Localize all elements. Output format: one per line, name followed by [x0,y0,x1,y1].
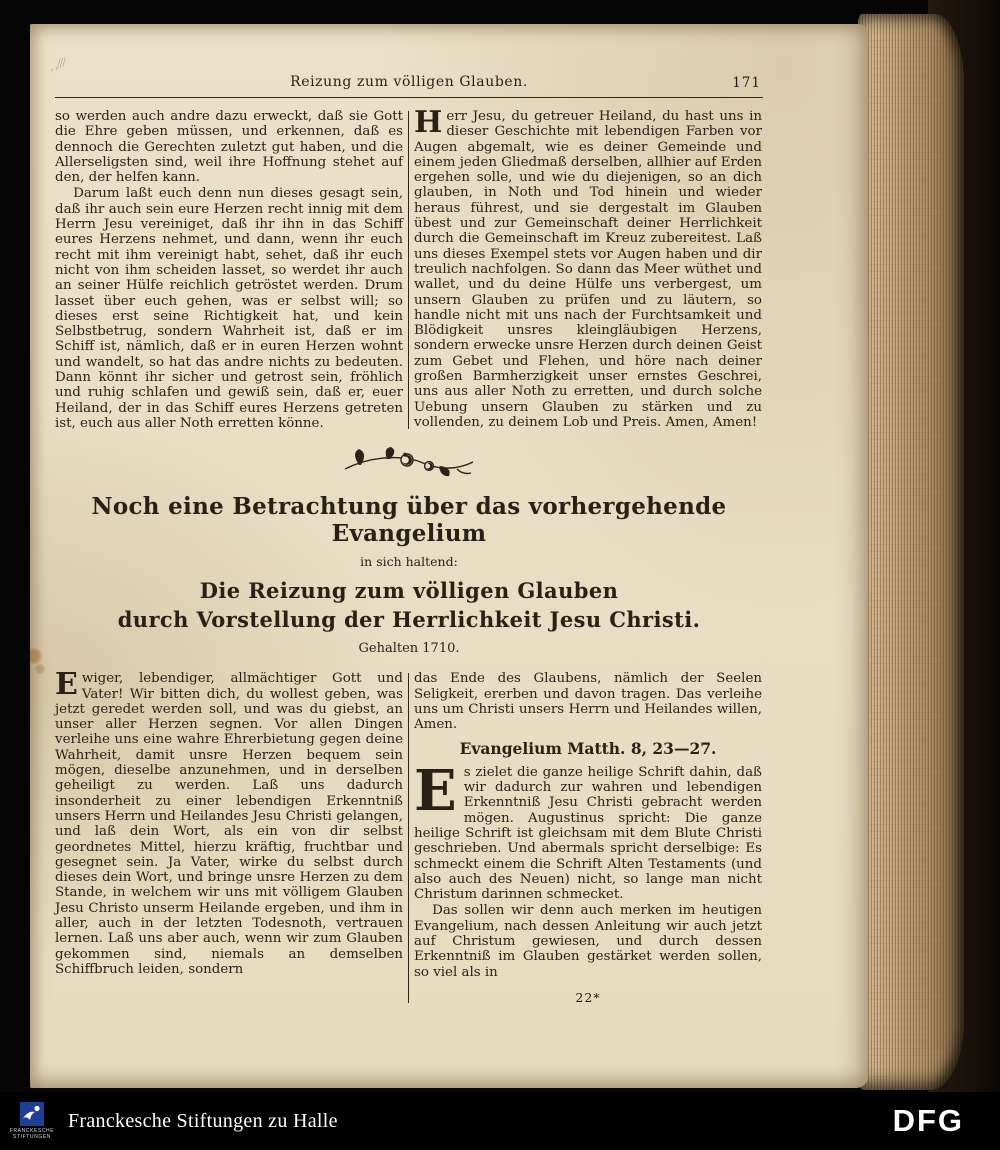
book-page-edges [858,14,964,1090]
drop-cap-initial: E [55,667,78,703]
paragraph: Darum laßt euch denn nun dieses gesagt sein, daß ihr auch sein eure Herzen recht innig mit dem Herrn Jesu vereiniget, daß ihr ihn in das Schiff eures Herzens nehmet, und dann, wenn ihr euch recht mit ihm vereinigt habt, sehet, daß ihr euch nicht von ihm scheiden lasset, so werdet ihr auch an seiner Hülfe reichlich getröstet werden. Drum lasset über euch gehen, was er selbst will; so dieses erst seine Richtigkeit hat, und kein Selbstbetrug, sondern Wahrheit ist, daß er im Schiff ist, nämlich, daß er in euren Herzen wohnt und wandelt, so hat das andre nichts zu bedeuten. Dann könnt ihr sicher und getrost sein, fröhlich und ruhig schlafen und gewiß sein, daß er, euer Heiland, der in das Schiff eures Herzens getreten ist, euch aus aller Noth erretten könne. [55,186,403,431]
opening-prayer-text: wiger, lebendiger, allmächtiger Gott und Vater! Wir bitten dich, du wollest geben, was jetzt geredet werden soll, und was du giebst, an unser aller Herzen segnen. Vor allen Dingen verleihe uns eine wahre Ehrerbietung gegen deine Wahrheit, damit unsre Herzen bequem sein mögen, dieselbe anzunehmen, und in derselben geheiligt zu werden. Laß uns dadurch insonderheit zu einer lebendigen Erkenntniß unsers Herrn und Heilandes Jesu Christi gelangen, und laß dein Wort, als ein von dir selbst geordnetes Mittel, hierzu kräftig, fruchtbar und gesegnet sein. Ja Vater, wirke du selbst durch dieses dein Wort, und bringe unsre Herzen zu dem Stande, in welchem wir uns mit völligem Glauben Jesu Christo unserm Heilande ergeben, und ihm in aller, auch in der letzten Todesnoth, vertrauen lernen. Laß uns aber auch, wenn wir zum Glauben gekommen sind, niemals an demselben Schiffbruch leiden, sondern [55,671,403,977]
page-number: 171 [732,75,761,91]
floral-ornament-icon [55,445,763,485]
logo-caption [10,1128,54,1140]
section-subtitle-line2: durch Vorstellung der Herrlichkeit Jesu Christi. [117,607,701,633]
pencil-marginalia: ,,⁄⁄⁄ [47,55,69,74]
ornate-initial: E [414,757,457,824]
top-right-column [414,105,762,431]
franckesche-logo [9,1102,55,1140]
sermon-date: Gehalten 1710. [358,641,460,657]
running-head-title: Reizung zum völligen Glauben. [290,74,528,90]
franckesche-logo-icon [20,1102,44,1126]
section-intro: in sich haltend: [360,554,458,570]
bottom-right-column [414,671,762,1005]
section-title: Noch eine Betrachtung über das vorhergehende Evangelium [91,493,727,548]
running-head-row [47,55,763,92]
top-columns [55,105,763,431]
section-subtitle-line1: Die Reizung zum völligen Glauben [199,578,619,604]
bottom-left-column [55,667,403,1005]
institution-name: Franckesche Stiftungen zu Halle [68,1109,338,1132]
logo-caption-line1: FRANCKESCHE [9,1128,55,1134]
viewer-footer-bar [0,1092,1000,1150]
dfg-logo: DFG [892,1103,964,1138]
paragraph: Das sollen wir denn auch merken im heutigen Evangelium, nach dessen Anleitung wir auch jetzt auf Christum gewiesen, und durch dessen Erkenntniß im Glauben gestärket werden sollen, so viel als in [414,903,762,980]
prayer-text: err Jesu, du getreuer Heiland, du hast uns in dieser Geschichte mit lebendigen Farben vor Augen abgemalt, wie es deiner Gemeinde und einem jeden Gliedmaß derselben, allhier auf Erden ergehen solle, und wie du diejenigen, so an dich glauben, in Noth und Tod hinein und wieder heraus führest, und sie dergestalt im Glauben übest und zur Gemeinschaft deiner Herrlichkeit durch die Gemeinschaft im Kreuz zubereitest. Laß uns dieses Exempel stets vor Augen haben und dir treulich nachfolgen. So dann das Meer wüthet und wallet, und du deine Hülfe uns verbergest, um unsern Glauben zu prüfen und zu läutern, so handle nicht mit uns nach der Furchtsamkeit und Blödigkeit unsres kleingläubigen Herzens, sondern erwecke unsre Herzen durch deinen Geist zum Gebet und Flehen, und höre nach deiner großen Barmherzigkeit unser ernstes Geschrei, uns aus aller Noth zu erretten, und durch solche Uebung unsern Glauben zu stärken und zu vollenden, zu deinem Lob und Preis. Amen, Amen! [414,109,762,430]
paragraph: so werden auch andre dazu erweckt, daß sie Gott die Ehre geben müssen, und erkennen, daß es dennoch die Gerechten zuletzt gut haben, und die Allerseligsten sind, weil ihre Hoffnung stehet auf den, der helfen kann. [55,109,403,186]
drop-cap-initial: H [414,105,443,140]
paragraph [55,667,403,977]
bottom-columns [55,667,763,1005]
column-divider [408,111,409,429]
paragraph [414,105,762,430]
signature-mark: 22* [575,989,601,1005]
page-content [47,55,763,1005]
paragraph [414,757,762,903]
head-rule [55,97,763,98]
book-page [30,24,868,1088]
paragraph: das Ende des Glaubens, nämlich der Seelen Seligkeit, ererben und davon tragen. Das verleihe uns um Christi unsers Herrn und Heilandes willen, Amen. [414,671,762,733]
sermon-text: s zielet die ganze heilige Schrift dahin, daß wir dadurch zur wahren und lebendigen Erkenntniß Jesu Christi gebracht werden mögen. Augustinus spricht: Die ganze heilige Schrift ist gleichsam mit dem Blute Christi geschrieben. Und abermals spricht derselbige: Es schmeckt einem die Schrift Alten Testaments (und also auch des Neuen) nicht, so lange man nicht Christum darinnen schmecket. [414,764,762,903]
top-left-column [55,109,403,431]
column-divider [408,673,409,1003]
logo-caption-line2: STIFTUNGEN [13,1134,51,1140]
gospel-heading: Evangelium Matth. 8, 23—27. [459,739,717,759]
